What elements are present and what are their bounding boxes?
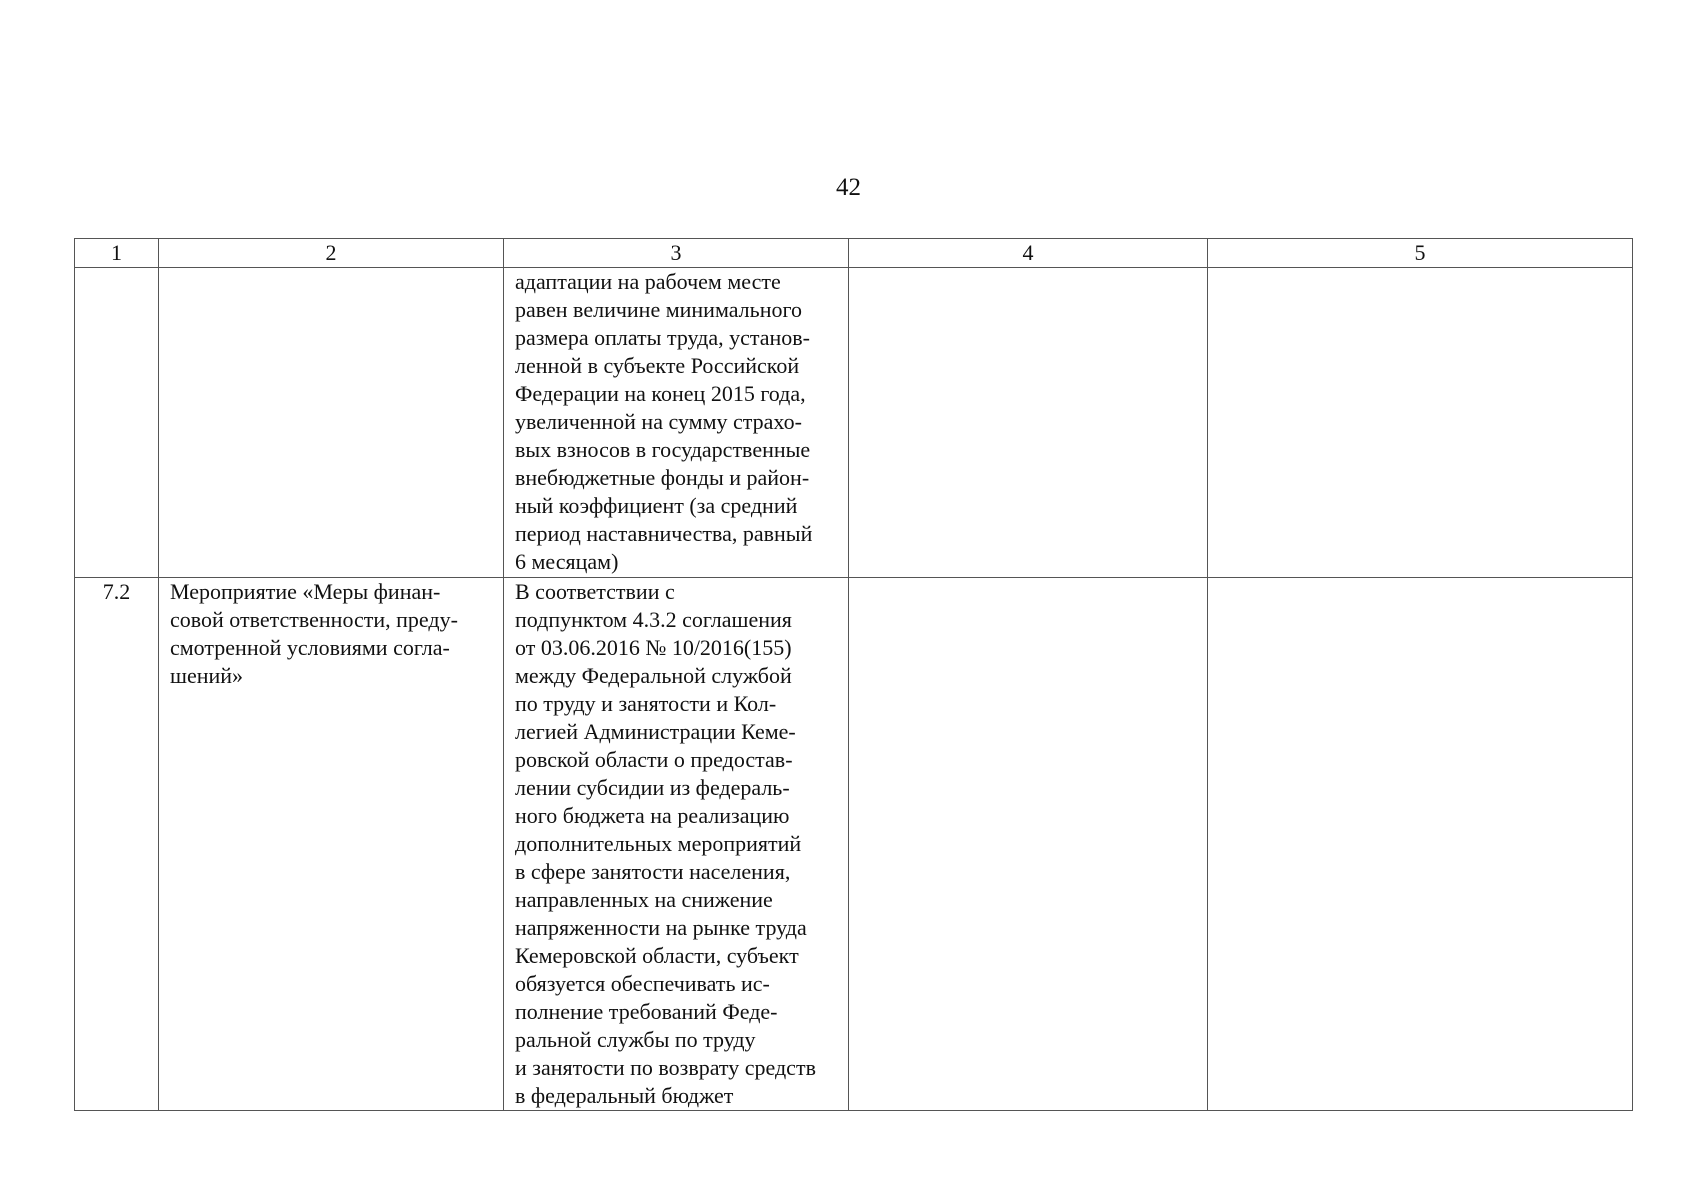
table-header-row — [75, 239, 1633, 268]
description-text: В соответствии с подпунктом 4.3.2 соглашения от 03.06.2016 № 10/2016(155) между Федеральной службой по труду и занятости и Кол- легией Администрации Кеме- ровской области о предостав- лении субсидии из федераль- ного бюджета на реализацию дополнительных мероприятий в сфере занятости населения, направленных на снижение напряженности на рынке труда Кемеровской области, субъект обязуется обеспечивать ис- полнение требований Феде- ральной службы по труду и занятости по возврату средств в федеральный бюджет — [515, 579, 816, 1108]
col-5-cell — [1208, 578, 1633, 1111]
row-number-cell — [75, 268, 159, 578]
header-col-3: 3 — [504, 239, 849, 268]
header-col-1: 1 — [75, 239, 159, 268]
table-row — [75, 578, 1633, 1111]
col-4-cell — [849, 268, 1208, 578]
description-cell — [504, 578, 849, 1111]
description-text: адаптации на рабочем месте равен величине минимального размера оплаты труда, установ- ленной в субъекте Российской Федерации на конец 2015 года, увеличенной на сумму страхо- вых взносов в государственные внебюджетные фонды и район- ный коэффициент (за средний период наставничества, равный 6 месяцам) — [515, 269, 813, 574]
row-number-cell — [75, 578, 159, 1111]
table-row — [75, 268, 1633, 578]
col-5-cell — [1208, 268, 1633, 578]
event-name-cell — [159, 578, 504, 1111]
event-name: Мероприятие «Меры финан- совой ответственности, преду- смотренной условиями согла- шений» — [170, 579, 458, 688]
header-col-2: 2 — [159, 239, 504, 268]
header-col-4: 4 — [849, 239, 1208, 268]
row-number: 7.2 — [102, 579, 131, 604]
description-cell — [504, 268, 849, 578]
col-4-cell — [849, 578, 1208, 1111]
page-number: 42 — [836, 174, 861, 201]
header-col-5: 5 — [1208, 239, 1633, 268]
event-name-cell — [159, 268, 504, 578]
document-table — [74, 238, 1633, 1111]
